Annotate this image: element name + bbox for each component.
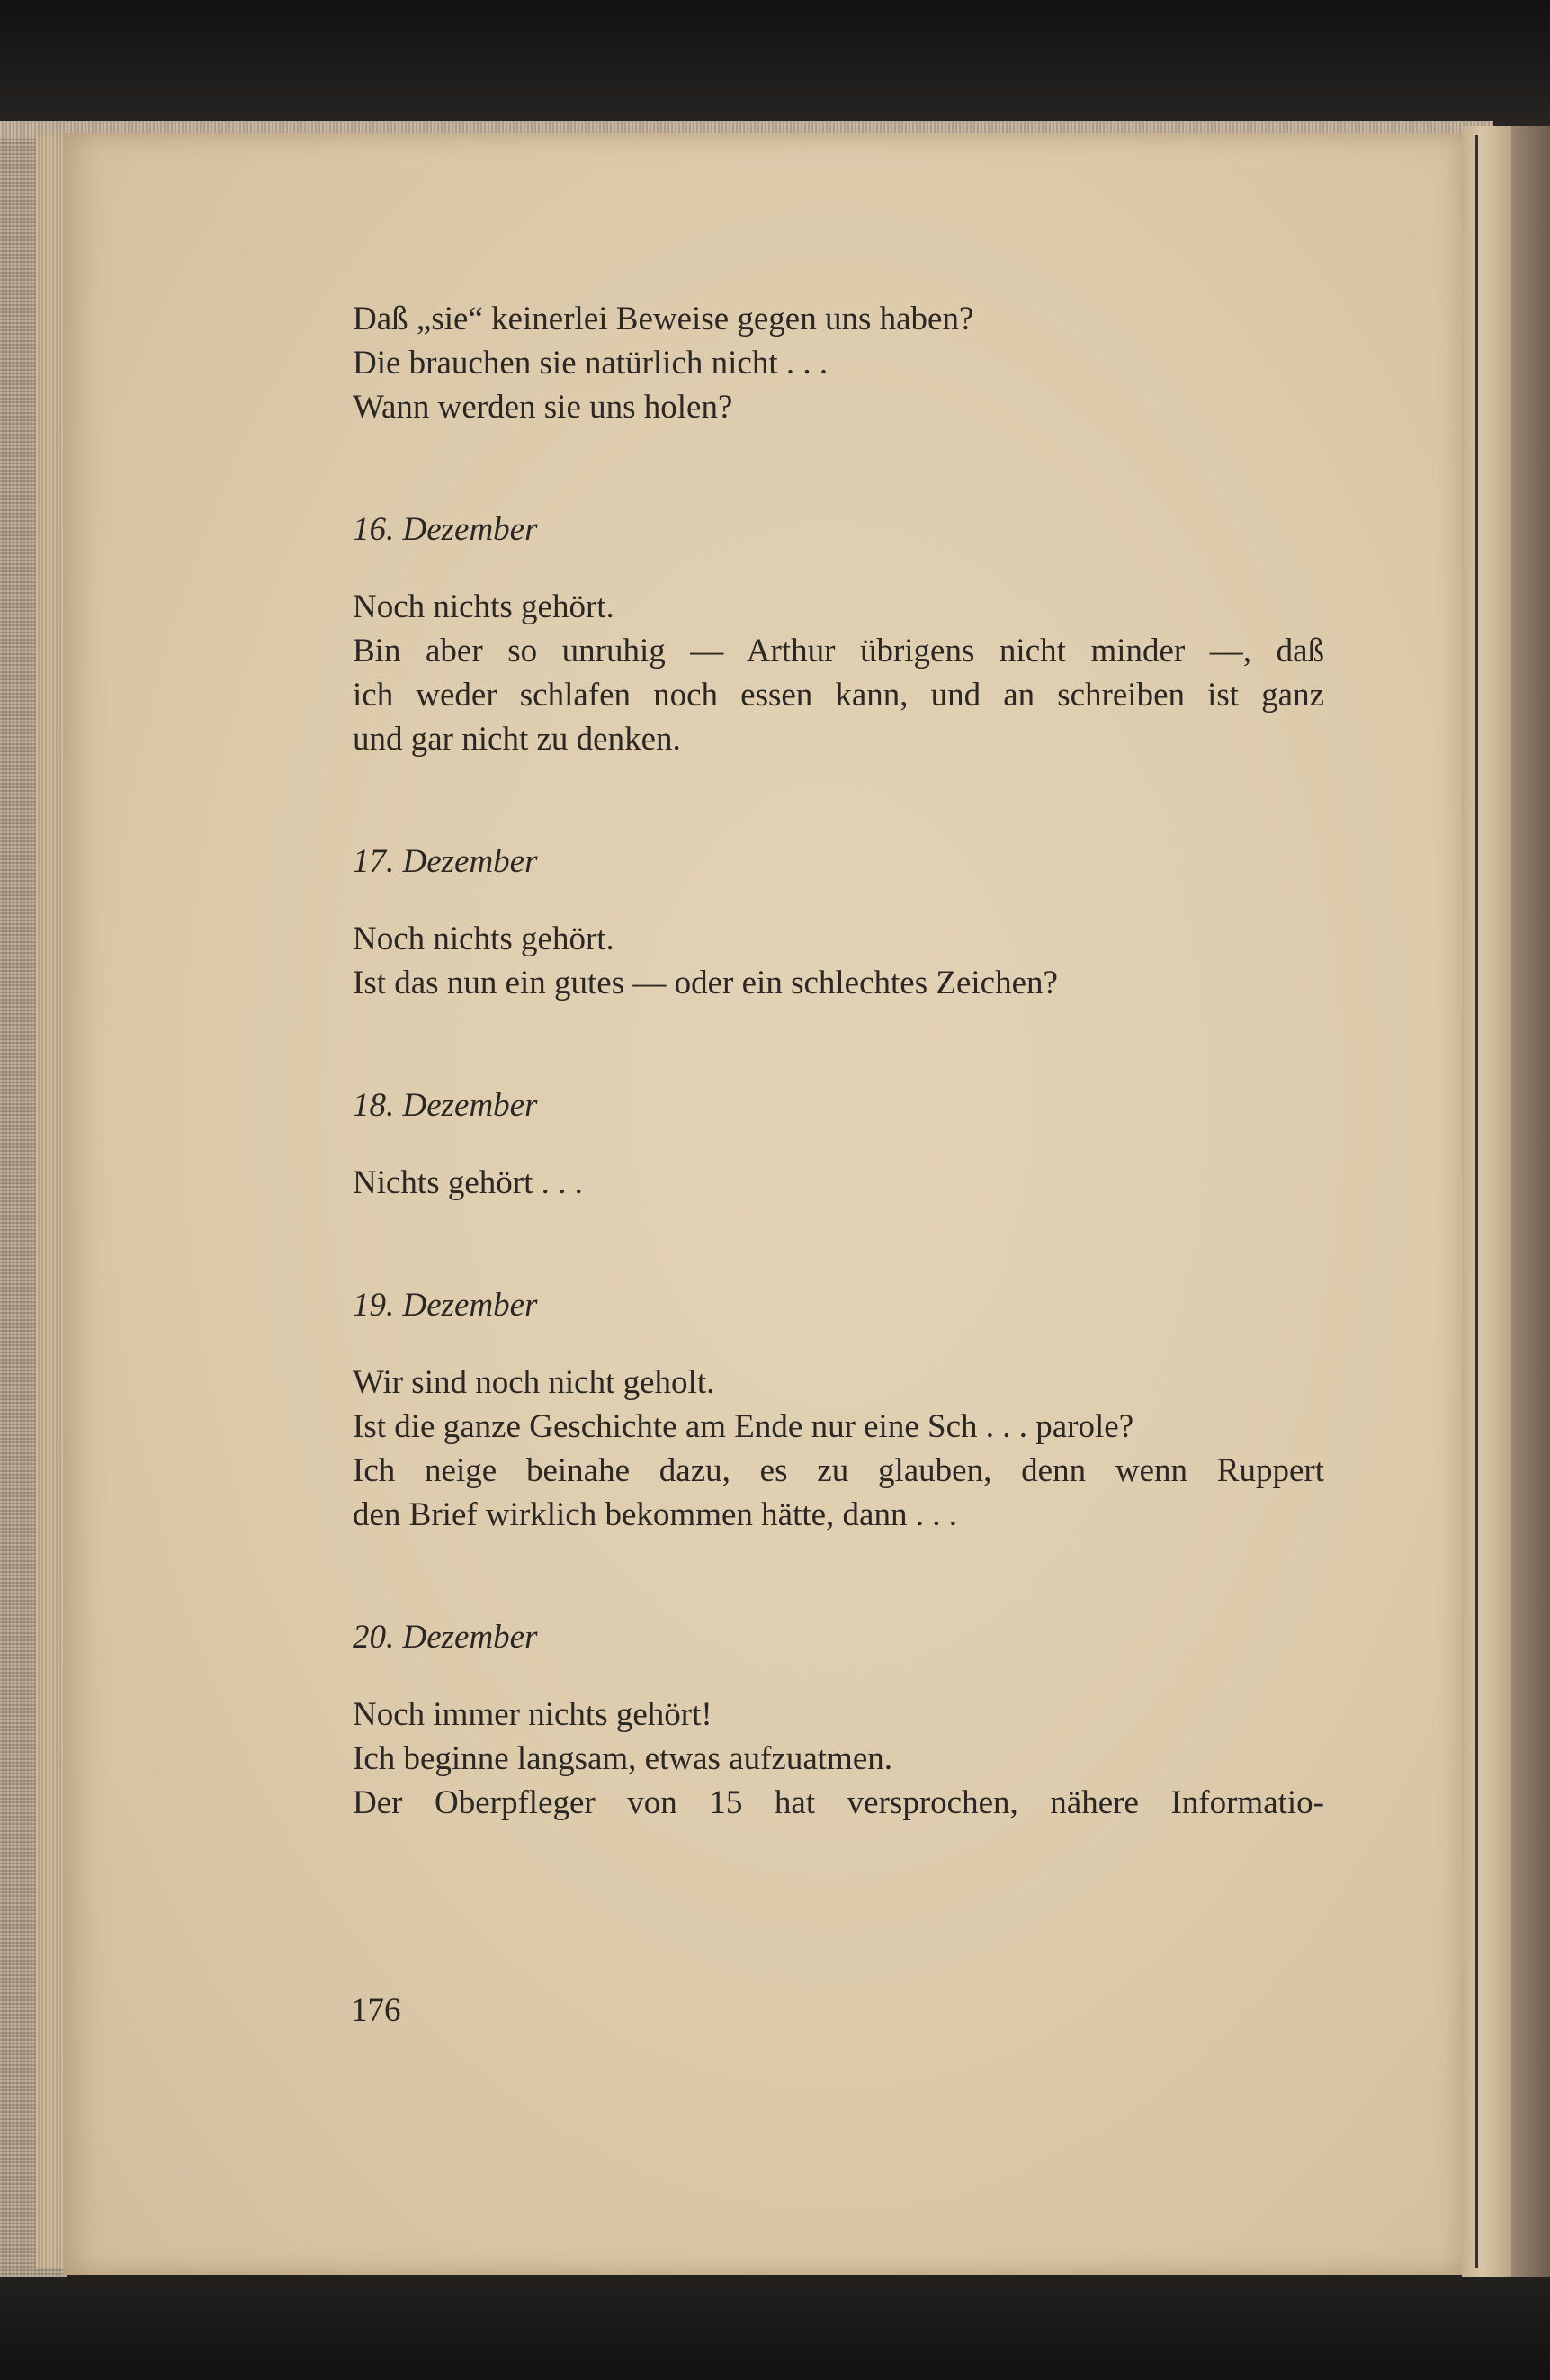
page-number: 176 bbox=[351, 1992, 401, 2029]
page-edge-right bbox=[1462, 126, 1511, 2277]
text-line: Der Oberpfleger von 15 hat versprochen, nähere Informatio- bbox=[353, 1784, 1324, 1821]
background-bottom bbox=[0, 2259, 1550, 2380]
book-cover-right bbox=[1511, 126, 1550, 2277]
entry-date: 17. Dezember bbox=[353, 843, 538, 880]
entry-date: 16. Dezember bbox=[353, 511, 538, 548]
entry-date: 20. Dezember bbox=[353, 1619, 538, 1656]
entry-date: 19. Dezember bbox=[353, 1287, 538, 1324]
text-line: Ist die ganze Geschichte am Ende nur eine Sch . . . parole? bbox=[353, 1408, 1134, 1445]
text-line: Ist das nun ein gutes — oder ein schlechtes Zeichen? bbox=[353, 965, 1058, 1001]
page-text bbox=[353, 297, 1324, 1825]
text-line: Ich beginne langsam, etwas aufzuatmen. bbox=[353, 1740, 892, 1777]
text-line: Die brauchen sie natürlich nicht . . . bbox=[353, 345, 829, 382]
book-gutter-line bbox=[1475, 135, 1478, 2268]
text-line: Noch nichts gehört. bbox=[353, 921, 614, 957]
text-line: Nichts gehört . . . bbox=[353, 1164, 583, 1201]
background-top bbox=[0, 0, 1550, 135]
text-line: Noch immer nichts gehört! bbox=[353, 1696, 712, 1733]
text-line: den Brief wirklich bekommen hätte, dann . . . bbox=[353, 1496, 957, 1533]
text-line: Wir sind noch nicht geholt. bbox=[353, 1364, 715, 1401]
text-line: Bin aber so unruhig — Arthur übrigens nicht minder —, daß bbox=[353, 633, 1324, 669]
text-line: Daß „sie“ keinerlei Beweise gegen uns haben? bbox=[353, 301, 974, 337]
entry-date: 18. Dezember bbox=[353, 1087, 538, 1124]
text-line: Wann werden sie uns holen? bbox=[353, 389, 733, 426]
text-line: ich weder schlafen noch essen kann, und an schreiben ist ganz bbox=[353, 677, 1324, 714]
text-line: Ich neige beinahe dazu, es zu glauben, denn wenn Ruppert bbox=[353, 1452, 1324, 1489]
text-line: und gar nicht zu denken. bbox=[353, 721, 681, 758]
text-line: Noch nichts gehört. bbox=[353, 588, 614, 625]
